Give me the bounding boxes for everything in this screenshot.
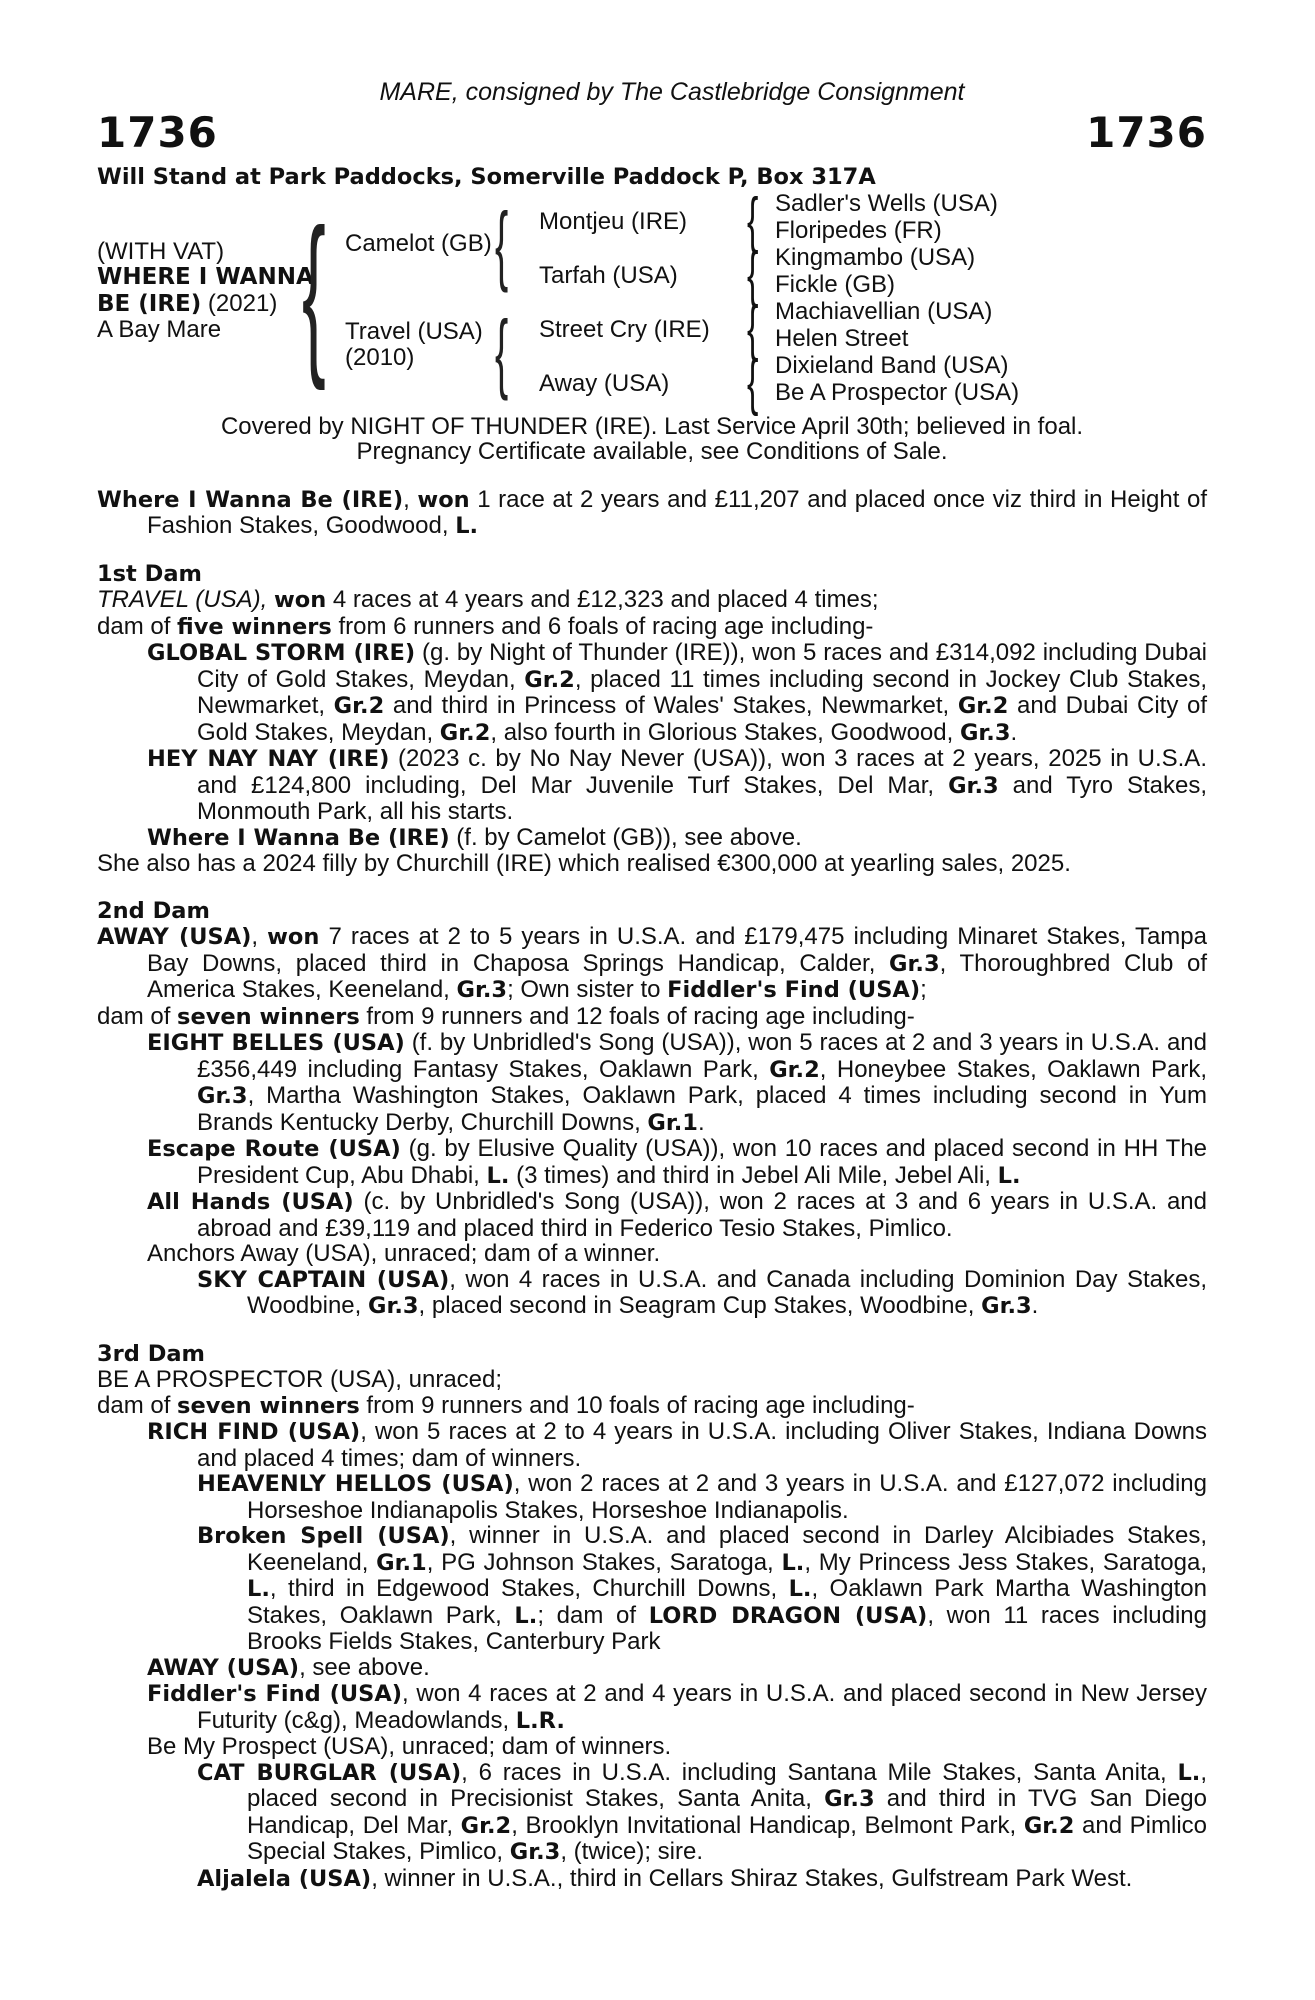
dss: Machiavellian (USA) (775, 297, 993, 325)
third-dam-section (97, 1342, 1207, 1893)
lot-number-row (97, 108, 1207, 158)
brace-ss: { (747, 185, 759, 255)
third-dam-produce: dam of seven winners from 9 runners and 10 foals of racing age including- (97, 1391, 915, 1419)
first-dam-produce: dam of five winners from 6 runners and 6 foals of racing age including- (97, 612, 874, 640)
consignment-subtitle: MARE, consigned by The Castlebridge Consignment (379, 78, 965, 106)
sire-sire: Montjeu (IRE) (539, 207, 688, 235)
dam-line2: (2010) (345, 343, 415, 371)
ddd: Be A Prospector (USA) (775, 378, 1020, 406)
pedigree-brace-main: { (302, 191, 326, 391)
sss: Sadler's Wells (USA) (775, 189, 998, 217)
produce-heavenly-hellos: HEAVENLY HELLOS (USA), won 2 races at 2 and 3 years in U.S.A. and £127,072 including Horseshoe Indianapolis Stakes, Horseshoe Indianapolis. (197, 1470, 1208, 1524)
lot-number-right: 1736 (1086, 107, 1207, 157)
sire: Camelot (GB) (345, 229, 492, 257)
first-dam-section (97, 562, 1207, 877)
ssd: Floripedes (FR) (775, 216, 942, 244)
brace-dd: { (747, 347, 759, 417)
pedigree-table (97, 185, 1207, 417)
produce-fiddlers-find: Fiddler's Find (USA), won 4 races at 2 and 4 years in U.S.A. and placed second in New Jersey Futurity (c&g), Meadowlands, L.R. (147, 1680, 1207, 1734)
horse-description: A Bay Mare (97, 315, 222, 343)
pedigree-brace-sire: { (495, 193, 509, 293)
produce-all-hands: All Hands (USA) (c. by Unbridled's Song (USA)), won 2 races at 3 and 6 years in U.S.A. and abroad and £39,119 and placed third in Federico Tesio Stakes, Pimlico. (147, 1188, 1207, 1242)
brace-sd: { (747, 239, 759, 309)
third-dam-line: BE A PROSPECTOR (USA), unraced; (97, 1366, 503, 1393)
covering-note (97, 414, 1207, 465)
third-dam-heading: 3rd Dam (97, 1340, 205, 1367)
dam-sire: Street Cry (IRE) (539, 315, 710, 343)
intro-paragraph: Where I Wanna Be (IRE), won 1 race at 2 years and £11,207 and placed once viz third in Height of Fashion Stakes, Goodwood, L. (97, 485, 1207, 539)
catalogue-page (97, 80, 1207, 1892)
produce-hey-nay-nay: HEY NAY NAY (IRE) (2023 c. by No Nay Never (USA)), won 3 races at 2 years, 2025 in U.S.A. and £124,800 including, Del Mar Juvenile Turf Stakes, Del Mar, Gr.3 and Tyro Stakes, Monmouth Park, all his starts. (147, 745, 1208, 825)
dam-dam: Away (USA) (539, 369, 670, 397)
second-dam-heading: 2nd Dam (97, 897, 210, 924)
brace-ds: { (747, 293, 759, 363)
produce-sky-captain: SKY CAPTAIN (USA), won 4 races in U.S.A. and Canada including Dominion Day Stakes, Woodbine, Gr.3, placed second in Seagram Cup Stakes, Woodbine, Gr.3. (197, 1265, 1207, 1319)
horse-name-line1: WHERE I WANNA (97, 263, 314, 290)
dam-line1: Travel (USA) (345, 317, 483, 345)
second-dam-produce: dam of seven winners from 9 runners and 12 foals of racing age including- (97, 1002, 915, 1030)
first-dam-line: TRAVEL (USA), won 4 races at 4 years and £12,323 and placed 4 times; (97, 586, 879, 613)
produce-be-my-prospect: Be My Prospect (USA), unraced; dam of winners. (147, 1733, 672, 1760)
dsd: Helen Street (775, 324, 909, 352)
stand-location: Will Stand at Park Paddocks, Somerville Paddock P, Box 317A (97, 163, 876, 190)
first-dam-heading: 1st Dam (97, 560, 202, 587)
dds: Dixieland Band (USA) (775, 351, 1009, 379)
produce-cat-burglar: CAT BURGLAR (USA), 6 races in U.S.A. including Santana Mile Stakes, Santa Anita, L., placed second in Precisionist Stakes, Santa Anita, Gr.3 and third in TVG San Diego Handicap, Del Mar, Gr.2, Brooklyn Invitational Handicap, Belmont Park, Gr.2 and Pimlico Special Stakes, Pimlico, Gr.3, (twice); sire. (197, 1758, 1208, 1865)
sire-dam: Tarfah (USA) (539, 261, 678, 289)
sdd: Fickle (GB) (775, 270, 895, 298)
intro-section (97, 487, 1207, 540)
produce-where-i-wanna-be: Where I Wanna Be (IRE) (f. by Camelot (GB)), see above. (147, 823, 802, 851)
second-dam-line: AWAY (USA), won 7 races at 2 to 5 years in U.S.A. and £179,475 including Minaret Stakes, Tampa Bay Downs, placed third in Chaposa Springs Handicap, Calder, Gr.3, Thoroughbred Club of America Stakes, Keeneland, Gr.3; Own sister to Fiddler's Find (USA); (97, 923, 1207, 1003)
lot-number-left: 1736 (97, 107, 218, 157)
produce-broken-spell: Broken Spell (USA), winner in U.S.A. and placed second in Darley Alcibiades Stakes, Keeneland, Gr.1, PG Johnson Stakes, Saratoga, L., My Princess Jess Stakes, Saratoga, L., third in Edgewood Stakes, Churchill Downs, L., Oaklawn Park Martha Washington Stakes, Oaklawn Park, L.; dam of LORD DRAGON (USA), won 11 races including Brooks Fields Stakes, Canterbury Park (197, 1522, 1207, 1655)
produce-escape-route: Escape Route (USA) (g. by Elusive Quality (USA)), won 10 races and placed second in HH The President Cup, Abu Dhabi, L. (3 times) and third in Jebel Ali Mile, Jebel Ali, L. (147, 1135, 1208, 1189)
produce-aljalela: Aljalela (USA), winner in U.S.A., third in Cellars Shiraz Stakes, Gulfstream Park West. (197, 1864, 1133, 1892)
horse-name-line2: BE (IRE) (2021) (97, 289, 278, 317)
covering-line2: Pregnancy Certificate available, see Conditions of Sale. (356, 438, 948, 465)
produce-global-storm: GLOBAL STORM (IRE) (g. by Night of Thunder (IRE)), won 5 races and £314,092 including Dubai City of Gold Stakes, Meydan, Gr.2, placed 11 times including second in Jockey Club Stakes, Newmarket, Gr.2 and third in Princess of Wales' Stakes, Newmarket, Gr.2 and Dubai City of Gold Stakes, Meydan, Gr.2, also fourth in Glorious Stakes, Goodwood, Gr.3. (147, 639, 1207, 746)
covering-line1: Covered by NIGHT OF THUNDER (IRE). Last Service April 30th; believed in foal. (220, 412, 1084, 440)
produce-eight-belles: EIGHT BELLES (USA) (f. by Unbridled's Song (USA)), won 5 races at 2 and 3 years in U.S.A. and £356,449 including Fantasy Stakes, Oaklawn Park, Gr.2, Honeybee Stakes, Oaklawn Park, Gr.3, Martha Washington Stakes, Oaklawn Park, placed 4 times including second in Yum Brands Kentucky Derby, Churchill Downs, Gr.1. (147, 1029, 1208, 1136)
produce-rich-find: RICH FIND (USA), won 5 races at 2 to 4 years in U.S.A. including Oliver Stakes, Indiana Downs and placed 4 times; dam of winners. (147, 1418, 1207, 1472)
first-dam-also: She also has a 2024 filly by Churchill (IRE) which realised €300,000 at yearling sales, 2025. (97, 850, 1071, 877)
vat-note: (WITH VAT) (97, 237, 225, 265)
sds: Kingmambo (USA) (775, 243, 976, 271)
second-dam-section (97, 899, 1207, 1320)
pedigree-brace-dam: { (495, 301, 509, 401)
produce-away: AWAY (USA), see above. (147, 1653, 430, 1681)
produce-anchors-away: Anchors Away (USA), unraced; dam of a winner. (147, 1240, 661, 1267)
